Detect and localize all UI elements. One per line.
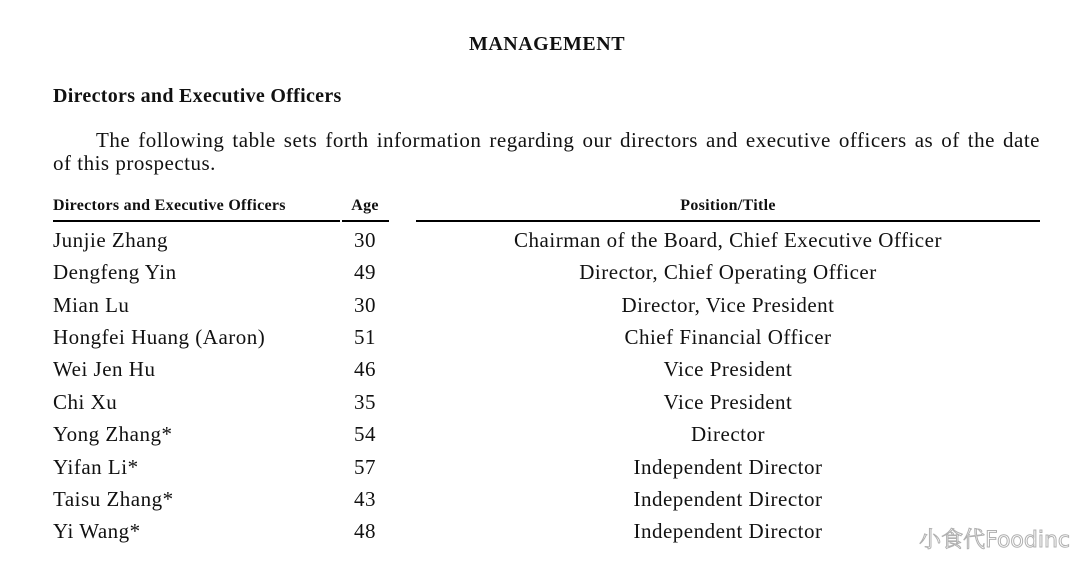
column-header-age: Age	[351, 197, 379, 214]
officer-name: Chi Xu	[53, 389, 118, 414]
officer-name: Yong Zhang*	[53, 422, 173, 447]
section-heading: Directors and Executive Officers	[53, 85, 342, 107]
officer-name: Mian Lu	[53, 292, 130, 317]
officer-position: Independent Director	[633, 519, 823, 544]
officer-age: 30	[354, 292, 376, 317]
officer-position: Director, Chief Operating Officer	[579, 260, 877, 285]
officer-name: Wei Jen Hu	[53, 357, 156, 382]
page-title: MANAGEMENT	[468, 33, 626, 55]
table-row	[0, 483, 1080, 515]
officer-age: 48	[354, 519, 376, 544]
table-row	[0, 451, 1080, 483]
officer-position: Independent Director	[633, 454, 823, 479]
officer-age: 54	[354, 422, 376, 447]
officer-age: 35	[354, 389, 376, 414]
officer-name: Taisu Zhang*	[53, 486, 174, 511]
table-row	[0, 321, 1080, 353]
officer-position: Chairman of the Board, Chief Executive Officer	[514, 227, 942, 252]
table-row	[0, 224, 1080, 256]
officer-name: Yifan Li*	[53, 454, 139, 479]
officer-age: 30	[354, 227, 376, 252]
officer-position: Independent Director	[633, 486, 823, 511]
intro-paragraph-line-2: of this prospectus.	[53, 151, 216, 175]
watermark: 小食代Foodinc	[919, 528, 1070, 553]
officer-position: Vice President	[663, 357, 793, 382]
table-row	[0, 515, 1080, 547]
intro-paragraph-line-1: The following table sets forth information regarding our directors and executive officers as of the date	[96, 128, 1040, 152]
officer-age: 46	[354, 357, 376, 382]
table-row	[0, 289, 1080, 321]
table-row	[0, 256, 1080, 288]
header-underline-age	[342, 220, 389, 222]
officer-age: 43	[354, 486, 376, 511]
officer-age: 57	[354, 454, 376, 479]
officer-name: Junjie Zhang	[53, 227, 169, 252]
officer-name: Hongfei Huang (Aaron)	[53, 324, 266, 349]
officer-age: 49	[354, 260, 376, 285]
table-row	[0, 386, 1080, 418]
officer-age: 51	[354, 324, 376, 349]
header-underline-name	[53, 220, 340, 222]
table-row	[0, 418, 1080, 450]
column-header-name: Directors and Executive Officers	[53, 197, 286, 214]
column-header-position: Position/Title	[680, 197, 776, 214]
officer-position: Vice President	[663, 389, 793, 414]
officer-name: Dengfeng Yin	[53, 260, 177, 285]
officer-position: Director	[691, 422, 765, 447]
table-body	[0, 224, 1080, 548]
officer-position: Chief Financial Officer	[624, 324, 832, 349]
officer-position: Director, Vice President	[621, 292, 835, 317]
table-row	[0, 353, 1080, 385]
officer-name: Yi Wang*	[53, 519, 141, 544]
header-underline-position	[416, 220, 1040, 222]
